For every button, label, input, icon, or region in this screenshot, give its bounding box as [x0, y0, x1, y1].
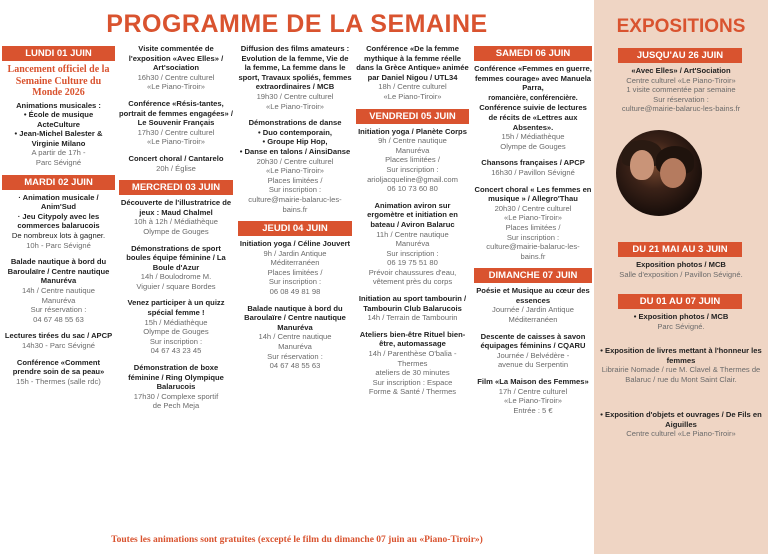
date-header-21-may: DU 21 MAI AU 3 JUIN [618, 242, 742, 257]
event-detail: Viguier / square Bordes [136, 281, 216, 291]
event-detail: Parc Sévigné [35, 158, 82, 168]
exhibit-email: culture@mairie-balaruc-les-bains.fr [621, 104, 741, 114]
event-title: Initiation yoga / Planète Corps [358, 126, 467, 136]
event-detail: 15h - Thermes (salle rdc) [16, 376, 101, 386]
event-title: Conférence «Femmes en guerre, femmes courage» avec Manuela Parra, [474, 64, 592, 93]
event-title: • Danse en talons / AinsiDanse [239, 146, 351, 156]
exhibit-objects [598, 410, 764, 439]
event-wellness [356, 330, 469, 397]
event-detail: 04 67 48 55 63 [269, 361, 321, 371]
event-detail: Places limitées / [267, 175, 323, 185]
event-detail: Manuréva [41, 295, 76, 305]
day-header-saturday: SAMEDI 06 JUIN [474, 46, 592, 61]
event-detail: «Le Piano-Tiroir» [266, 166, 324, 176]
event-rowing [356, 201, 469, 287]
event-title: • Duo contemporain, [258, 127, 332, 137]
event-boules [119, 244, 233, 292]
event-detail: Olympe de Gouges [500, 141, 566, 151]
exhibit-title: «Avec Elles» / Art'Sociation [631, 66, 731, 75]
event-title: Visite commentée de l'exposition «Avec Elles» / Art'sociation [128, 44, 224, 73]
event-detail: Manuréva [395, 239, 430, 249]
event-detail: Sur réservation : [30, 305, 87, 315]
event-detail: 9h / Centre nautique [378, 136, 447, 146]
event-yoga-2 [356, 127, 469, 194]
event-conference-war [474, 64, 592, 151]
event-detail: «Le Piano-Tiroir» [147, 137, 205, 147]
event-detail: Forme & Santé / Thermes [368, 387, 457, 397]
event-detail: Sur inscription : [268, 185, 322, 195]
event-detail: Journée / Belvédère - [496, 350, 570, 360]
event-title: Initiation au sport tambourin / Tambourin Club Balarucois [358, 294, 467, 313]
event-detail: 15h / Médiathèque [144, 317, 208, 327]
event-detail: «Le Piano-Tiroir» [266, 101, 324, 111]
event-detail: Thermes [397, 358, 428, 368]
event-detail: «Le Piano-Tiroir» [147, 82, 205, 92]
event-detail: 15h / Médiathèque [501, 132, 565, 142]
exhibit-books [598, 346, 764, 384]
event-email: culture@mairie-balaruc-les-bains.fr [248, 194, 342, 214]
page-title: PROGRAMME DE LA SEMAINE [106, 10, 488, 38]
event-email: culture@mairie-balaruc-les-bains.fr [486, 242, 580, 261]
event-title: • Jean-Michel Balester & [14, 129, 103, 139]
date-header-until-26: JUSQU'AU 26 JUIN [618, 48, 742, 63]
event-detail: 14h30 - Parc Sévigné [21, 340, 96, 350]
event-email: arioljacqueline@gmail.com [367, 174, 458, 184]
event-animation [2, 193, 115, 251]
exhibit-detail: Librairie Nomade / rue M. Clavel & Thermes de Balaruc / rue du Mont Saint Clair. [601, 365, 761, 384]
event-title: Conférence «Comment prendre soin de sa peau» [12, 357, 105, 377]
event-detail: 06 19 75 51 80 [387, 258, 438, 268]
event-detail: 14h / Terrain de Tambourin [367, 313, 458, 323]
event-detail: Manuréva [278, 342, 312, 352]
day-header-thursday: JEUDI 04 JUIN [238, 221, 352, 236]
event-detail: Sur inscription : [268, 277, 322, 287]
event-detail: 17h / Centre culturel [498, 386, 568, 396]
event-detail: Sur inscription : [386, 164, 439, 174]
exhibit-title: • Exposition photos / MCB [633, 312, 729, 321]
event-detail: Entrée : 5 € [513, 405, 553, 415]
column-3 [238, 44, 352, 378]
event-detail: 16h30 / Centre culturel [137, 72, 215, 82]
day-header-wednesday: MERCREDI 03 JUIN [119, 180, 233, 195]
event-detail: 04 67 48 55 63 [33, 314, 84, 324]
event-boat-2 [238, 304, 352, 371]
event-detail: Manuréva [395, 145, 430, 155]
event-detail: Sur réservation : [267, 351, 323, 361]
event-detail: Sur inscription : Espace [372, 377, 453, 387]
event-detail: 17h30 / Centre culturel [137, 127, 215, 137]
event-detail: Places limitées / [385, 155, 440, 165]
event-reading [2, 331, 115, 350]
event-title: Lectures tirées du sac / APCP [4, 331, 113, 341]
event-detail: Prévoir chaussures d'eau, vêtement près du corps [368, 267, 457, 287]
column-4 [356, 44, 469, 404]
event-detail: 18h / Centre culturel [378, 82, 447, 92]
event-visit [119, 44, 233, 92]
event-choral [119, 154, 233, 173]
exhibit-detail: Sur réservation : [653, 94, 709, 104]
exhibit-photos-parc [598, 312, 764, 331]
exhibit-title: Exposition photos / MCB [636, 260, 726, 269]
event-detail: Méditerranéen [508, 315, 558, 325]
day-header-sunday: DIMANCHE 07 JUIN [474, 268, 592, 283]
day-header-monday: LUNDI 01 JUIN [2, 46, 115, 61]
event-detail: 9h / Jardin Antique [263, 248, 327, 258]
event-tambourin [356, 294, 469, 323]
event-title: Balade nautique à bord du Baroulaïre / Centre nautique Manuréva [7, 257, 110, 286]
event-poetry [474, 286, 592, 324]
event-film [474, 377, 592, 415]
date-header-01-07: DU 01 AU 07 JUIN [618, 294, 742, 309]
event-dance [238, 118, 352, 214]
event-detail: «Le Piano-Tiroir» [504, 396, 562, 406]
event-detail: 14h / Centre nautique [21, 286, 96, 295]
event-detail: Places limitées / [505, 222, 561, 232]
event-detail: 14h / Boulodrome M. [140, 272, 212, 282]
event-title: Poésie et Musique au cœur des essences [476, 286, 590, 305]
event-title: • École de musique ActeCulture [23, 110, 94, 129]
event-illustrator [119, 198, 233, 236]
event-title: · Animation musicale / Anim'Sud [18, 192, 99, 212]
event-detail: Places limitées / [267, 267, 323, 277]
event-detail: Sur inscription : [149, 336, 203, 346]
event-conference-greece [356, 44, 469, 102]
event-title: Animations musicales : [16, 100, 101, 110]
event-detail: «Le Piano-Tiroir» [383, 91, 442, 101]
event-title: Diffusion des films amateurs : Evolution de la femme, Vie de la femme, La femme dans le sport, Travaux spoliés, femmes extraordinaires / MCB [238, 44, 352, 92]
event-detail: «Le Piano-Tiroir» [504, 213, 562, 223]
photo-shape [630, 150, 654, 180]
exhibit-title: • Exposition de livres mettant à l'honneur les femmes [600, 346, 762, 365]
event-detail: Journée / Jardin Antique [492, 305, 574, 315]
event-detail: 20h30 / Centre culturel [256, 156, 334, 166]
event-quiz [119, 298, 233, 356]
column-1 [2, 44, 115, 393]
event-title: Conférence «De la femme mythique à la femme réelle dans la Grèce Antique» animée par Daniel Nigou / UTL34 [356, 44, 469, 82]
event-detail: 20h30 / Centre culturel [494, 203, 572, 213]
event-title: Film «La Maison des Femmes» [477, 377, 589, 387]
event-detail: Sur inscription : [506, 232, 560, 242]
column-2 [119, 44, 233, 418]
exhibit-avec-elles [598, 66, 764, 114]
event-detail: Sur inscription : [386, 248, 439, 258]
event-boat [2, 257, 115, 324]
day-header-friday: VENDREDI 05 JUIN [356, 109, 469, 124]
event-title: Conférence «Résis-tantes, portrait de femmes engagées» / Le Souvenir Français [119, 98, 233, 128]
event-detail: 14h / Centre nautique [258, 332, 332, 342]
exhibit-detail: 1 visite commentée par semaine [626, 85, 736, 95]
event-choral-2 [474, 185, 592, 262]
event-detail: Méditerranéen [270, 258, 320, 268]
event-detail: 04 67 43 23 45 [150, 346, 202, 356]
event-title: Ateliers bien-être Rituel bien-être, automassage [359, 329, 466, 349]
event-detail: 20h / Église [156, 163, 196, 173]
event-detail: 11h / Centre nautique [376, 229, 449, 239]
event-detail: 14h / Parenthèse O'balia - [368, 349, 457, 359]
event-detail: ateliers de 30 minutes [375, 368, 450, 378]
event-title: Virginie Milano [31, 138, 86, 148]
event-title: romancière, conférencière. [488, 94, 578, 102]
event-detail: Olympe de Gouges [143, 226, 209, 236]
event-detail: 06 10 73 60 80 [387, 184, 438, 194]
event-title: Concert choral / Cantarelo [128, 153, 224, 163]
footer-note: Toutes les animations sont gratuites (excepté le film du dimanche 07 juin au «Piano-Tiroir») [111, 535, 483, 545]
event-detail: 17h30 / Complexe sportif [133, 391, 219, 401]
event-title: • Groupe Hip Hop, [262, 137, 328, 147]
exhibitions-title: EXPOSITIONS [616, 16, 746, 37]
exhibit-detail: Centre culturel «Le Piano-Tiroir» [626, 429, 736, 439]
event-music [2, 101, 115, 168]
event-detail: Olympe de Gouges [143, 327, 209, 337]
event-detail: De nombreux lots à gagner. [11, 231, 106, 241]
photo-shape [660, 158, 686, 188]
event-detail: 10h - Parc Sévigné [26, 240, 91, 250]
event-title: Balade nautique à bord du Baroulaïre / Centre nautique Manuréva [244, 303, 346, 332]
day-header-tuesday: MARDI 02 JUIN [2, 175, 115, 190]
event-title: Chansons françaises / APCP [481, 158, 585, 168]
exhibit-photos-mcb [598, 260, 764, 279]
event-detail: de Pech Meja [152, 401, 200, 411]
event-title: Démonstrations de sport boules équipe féminine / La Boule d'Azur [126, 243, 226, 272]
exhibit-detail: Parc Sévigné. [657, 321, 705, 331]
exhibit-title: • Exposition d'objets et ouvrages / De Fils en Aiguilles [600, 410, 762, 429]
event-detail: avenue du Serpentin [497, 360, 569, 370]
event-title: · Jeu Citypoly avec les commerces balarucois [17, 211, 100, 231]
event-title: Découverte de l'illustratrice de jeux : Maud Chalmel [120, 198, 232, 217]
event-title: Animation aviron sur ergomètre et initiation en bateau / Aviron Balaruc [367, 200, 458, 229]
column-5 [474, 44, 592, 422]
event-detail: 16h30 / Pavillon Sévigné [491, 167, 575, 177]
event-conference-skin [2, 358, 115, 387]
event-detail: 10h à 12h / Médiathèque [133, 217, 219, 227]
event-title: Concert choral « Les femmes en musique » / Allegro'Thau [474, 184, 592, 204]
event-songs [474, 158, 592, 177]
event-films [238, 44, 352, 111]
event-title: Démonstrations de danse [248, 118, 342, 128]
event-detail: 06 08 49 81 98 [269, 287, 321, 297]
exhibit-photo [616, 130, 702, 216]
event-yoga [238, 239, 352, 297]
exhibit-detail: Salle d'exposition / Pavillon Sévigné. [619, 269, 743, 279]
event-title: Démonstration de boxe féminine / Ring Olympique Balarucois [128, 363, 224, 392]
launch-title: Lancement officiel de la Semaine Culture du Monde 2026 [7, 64, 110, 98]
event-conference-resist [119, 99, 233, 147]
event-soapbox [474, 332, 592, 370]
event-title: Venez participer à un quizz spécial femme ! [127, 298, 225, 318]
event-title: Descente de caisses à savon équipages féminins / CQARU [480, 331, 586, 351]
event-detail: A partir de 17h - [31, 148, 86, 158]
event-boxing [119, 363, 233, 411]
exhibit-detail: Centre culturel «Le Piano-Tiroir» [626, 75, 736, 85]
event-detail: 19h30 / Centre culturel [256, 91, 334, 101]
event-title: Initiation yoga / Céline Jouvert [239, 239, 351, 249]
event-title: Conférence suivie de lectures de récits de «Lettres aux Absentes». [479, 103, 587, 132]
